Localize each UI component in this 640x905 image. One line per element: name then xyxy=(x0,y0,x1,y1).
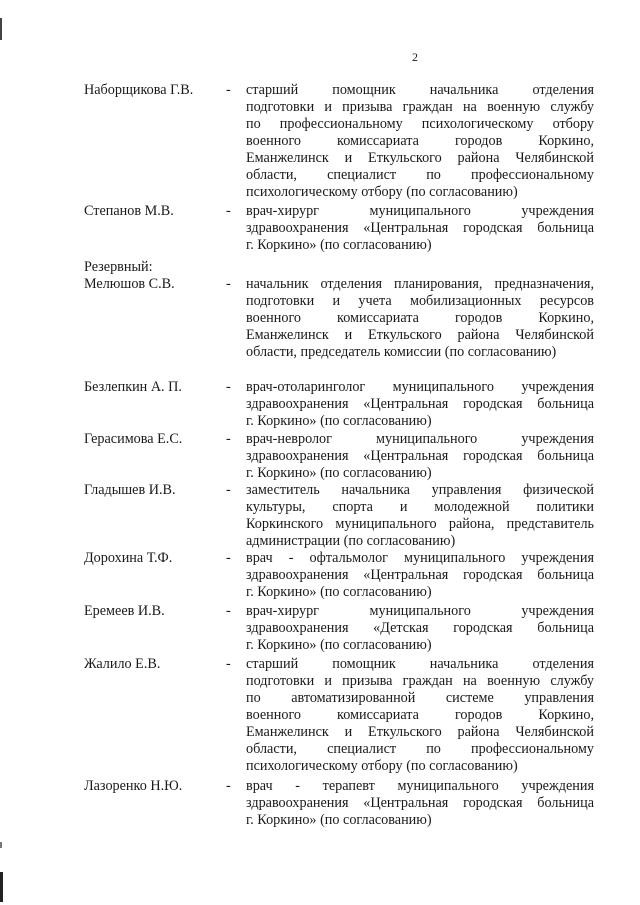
role-text-line: администрации (по согласованию) xyxy=(246,533,456,549)
member-name: Безлепкин А. П. xyxy=(84,379,182,395)
member-name: Гладышев И.В. xyxy=(84,482,176,498)
role-text-line: здравоохранения «Центральная городская больница xyxy=(246,396,594,412)
page-number: 2 xyxy=(412,50,418,64)
member-role-description xyxy=(246,550,594,601)
role-text-line: врач-невролог муниципального учреждения xyxy=(246,431,594,447)
member-role-description xyxy=(246,203,594,254)
separator-dash: - xyxy=(226,203,231,219)
role-text-line: врач-отоларинголог муниципального учреждения xyxy=(246,379,594,395)
member-role-description xyxy=(246,82,594,201)
role-text-line: области, специалист по профессиональному xyxy=(246,167,594,183)
member-name: Еремеев И.В. xyxy=(84,603,165,619)
role-text-line: Еманжелинск и Еткульского района Челябинской xyxy=(246,724,594,740)
member-name: Наборщикова Г.В. xyxy=(84,82,194,98)
reserve-section-label: Резервный: xyxy=(84,259,153,275)
role-text-line: подготовки и призыва граждан на военную службу xyxy=(246,99,594,115)
role-text-line: по автоматизированной системе управления xyxy=(246,690,594,706)
scan-edge-mark xyxy=(0,872,3,902)
scan-edge-mark xyxy=(0,18,2,40)
role-text-line: г. Коркино» (по согласованию) xyxy=(246,237,432,253)
separator-dash: - xyxy=(226,379,231,395)
role-text-line: здравоохранения «Центральная городская больница xyxy=(246,567,594,583)
role-text-line: г. Коркино» (по согласованию) xyxy=(246,812,432,828)
role-text-line: старший помощник начальника отделения xyxy=(246,656,594,672)
role-text-line: области, председатель комиссии (по согласованию) xyxy=(246,344,557,360)
role-text-line: психологическому отбору (по согласованию) xyxy=(246,758,518,774)
separator-dash: - xyxy=(226,778,231,794)
role-text-line: области, специалист по профессиональному xyxy=(246,741,594,757)
member-role-description xyxy=(246,276,594,361)
member-name: Дорохина Т.Ф. xyxy=(84,550,173,566)
role-text-line: г. Коркино» (по согласованию) xyxy=(246,637,432,653)
role-text-line: г. Коркино» (по согласованию) xyxy=(246,584,432,600)
role-text-line: военного комиссариата городов Коркино, xyxy=(246,310,594,326)
role-text-line: г. Коркино» (по согласованию) xyxy=(246,413,432,429)
role-text-line: старший помощник начальника отделения xyxy=(246,82,594,98)
separator-dash: - xyxy=(226,82,231,98)
member-role-description xyxy=(246,379,594,430)
role-text-line: врач-хирург муниципального учреждения xyxy=(246,203,594,219)
separator-dash: - xyxy=(226,550,231,566)
role-text-line: заместитель начальника управления физической xyxy=(246,482,594,498)
role-text-line: подготовки и призыва граждан на военную службу xyxy=(246,673,594,689)
role-text-line: врач - офтальмолог муниципального учреждения xyxy=(246,550,594,566)
role-text-line: Коркинского муниципального района, представитель xyxy=(246,516,594,532)
role-text-line: военного комиссариата городов Коркино, xyxy=(246,707,594,723)
role-text-line: здравоохранения «Центральная городская больница xyxy=(246,448,594,464)
member-name: Степанов М.В. xyxy=(84,203,174,219)
separator-dash: - xyxy=(226,276,231,292)
role-text-line: по профессиональному психологическому отбору xyxy=(246,116,594,132)
role-text-line: начальник отделения планирования, предназначения, xyxy=(246,276,594,292)
member-name: Лазоренко Н.Ю. xyxy=(84,778,183,794)
separator-dash: - xyxy=(226,431,231,447)
role-text-line: психологическому отбору (по согласованию) xyxy=(246,184,518,200)
role-text-line: культуры, спорта и молодежной политики xyxy=(246,499,594,515)
member-role-description xyxy=(246,656,594,775)
role-text-line: здравоохранения «Центральная городская больница xyxy=(246,220,594,236)
role-text-line: военного комиссариата городов Коркино, xyxy=(246,133,594,149)
role-text-line: здравоохранения «Центральная городская больница xyxy=(246,795,594,811)
role-text-line: г. Коркино» (по согласованию) xyxy=(246,465,432,481)
member-role-description xyxy=(246,482,594,550)
role-text-line: Еманжелинск и Еткульского района Челябинской xyxy=(246,150,594,166)
separator-dash: - xyxy=(226,482,231,498)
separator-dash: - xyxy=(226,656,231,672)
role-text-line: Еманжелинск и Еткульского района Челябинской xyxy=(246,327,594,343)
scan-edge-mark xyxy=(0,842,2,848)
member-name: Герасимова Е.С. xyxy=(84,431,183,447)
member-name: Мелюшов С.В. xyxy=(84,276,175,292)
member-role-description xyxy=(246,603,594,654)
separator-dash: - xyxy=(226,603,231,619)
role-text-line: подготовки и учета мобилизационных ресурсов xyxy=(246,293,594,309)
member-name: Жалило Е.В. xyxy=(84,656,161,672)
role-text-line: врач - терапевт муниципального учреждения xyxy=(246,778,594,794)
role-text-line: врач-хирург муниципального учреждения xyxy=(246,603,594,619)
member-role-description xyxy=(246,431,594,482)
role-text-line: здравоохранения «Детская городская больница xyxy=(246,620,594,636)
member-role-description xyxy=(246,778,594,829)
